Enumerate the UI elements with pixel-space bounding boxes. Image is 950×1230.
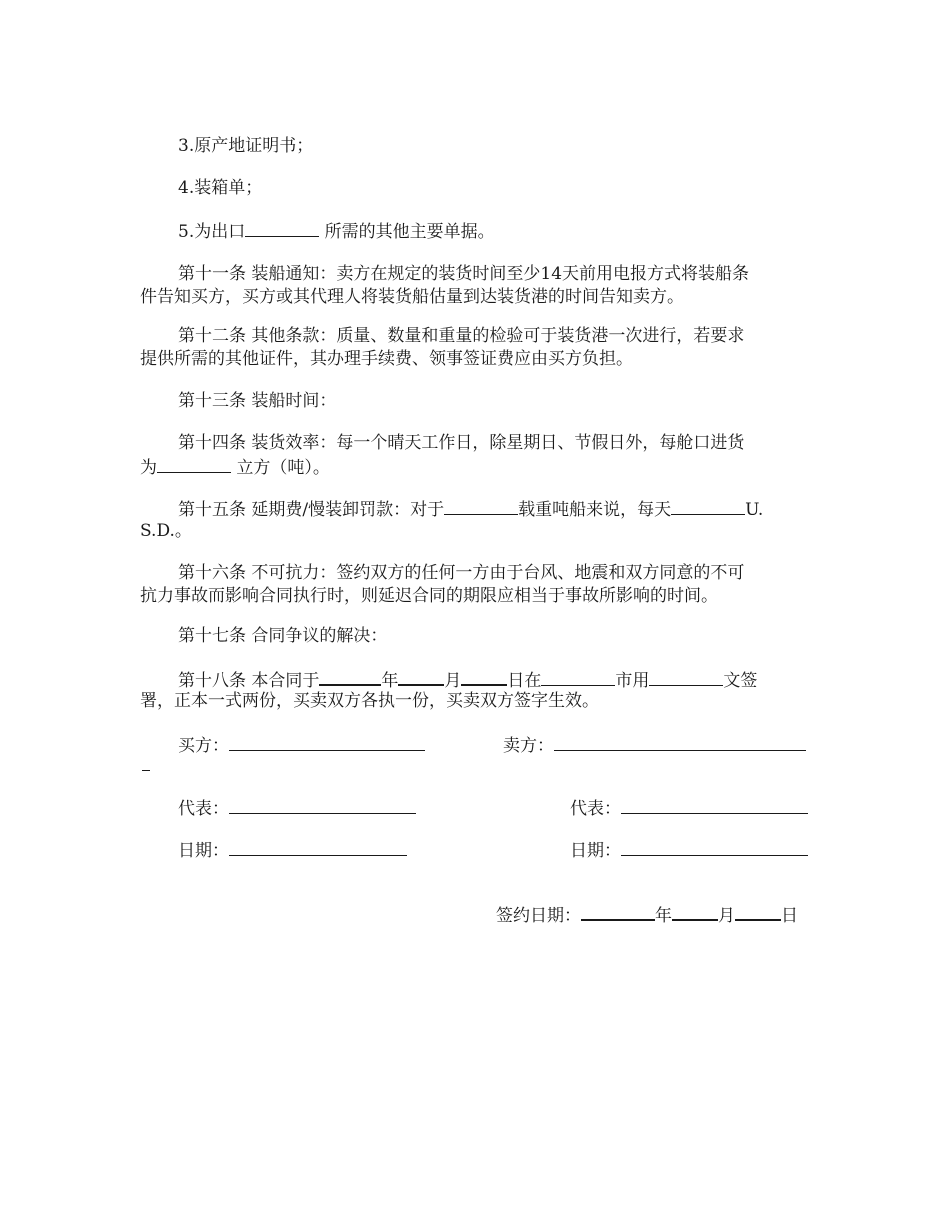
signing-date-line <box>496 902 798 927</box>
article-14-suffix: 立方（吨）。 <box>231 458 330 478</box>
signing-day: 日 <box>781 906 798 926</box>
article-12-line-1: 第十二条 其他条款：质量、数量和重量的检验可于装货港一次进行，若要求 <box>178 326 745 346</box>
article-15-part-a: 第十五条 延期费/慢装卸罚款：对于 <box>178 500 445 520</box>
buyer-date-label: 日期： <box>178 841 229 861</box>
article-11-line-2: 件告知买方，买方或其代理人将装货船估量到达装货港的时间告知卖方。 <box>140 287 684 307</box>
article-18-day-at: 日在 <box>507 671 542 691</box>
article-14-line-2 <box>140 455 330 479</box>
blank-field <box>735 902 781 921</box>
buyer-date-field <box>229 838 407 856</box>
blank-field <box>398 667 444 686</box>
article-11-line-1: 第十一条 装船通知：卖方在规定的装货时间至少14天前用电报方式将装船条 <box>178 264 750 284</box>
item-5-suffix: 所需的其他主要单据。 <box>319 222 495 242</box>
signing-date-label: 签约日期： <box>496 906 581 926</box>
signing-year: 年 <box>655 906 672 926</box>
blank-field <box>157 455 231 473</box>
article-13: 第十三条 装船时间： <box>178 391 337 411</box>
item-5 <box>178 219 495 243</box>
buyer-rep-label: 代表： <box>178 799 229 819</box>
article-18-line-1 <box>178 667 757 692</box>
seller-date-label: 日期： <box>570 841 621 861</box>
blank-field <box>461 667 507 686</box>
article-15-line-1 <box>178 497 763 521</box>
blank-field <box>541 668 615 686</box>
seller-rep-field <box>621 796 808 814</box>
article-14-line-1: 第十四条 装货效率：每一个晴天工作日，除星期日、节假日外，每舱口进货 <box>178 433 745 453</box>
article-15-part-c: U. <box>745 500 764 520</box>
seller-date-field <box>621 838 808 856</box>
article-18-year: 年 <box>381 671 399 691</box>
buyer-label: 买方： <box>178 736 229 756</box>
article-17: 第十七条 合同争议的解决： <box>178 626 388 646</box>
blank-field <box>581 902 655 921</box>
seller-signature-field <box>554 733 806 751</box>
article-12-line-2: 提供所需的其他证件，其办理手续费、领事签证费应由买方负担。 <box>140 349 633 369</box>
seller-date-line <box>570 838 808 862</box>
buyer-date-line <box>178 838 407 862</box>
blank-field <box>671 497 745 515</box>
signing-month: 月 <box>718 906 735 926</box>
article-18-month: 月 <box>444 671 462 691</box>
article-18-text-sign: 文签 <box>723 671 758 691</box>
article-16-line-1: 第十六条 不可抗力：签约双方的任何一方由于台风、地震和双方同意的不可 <box>178 563 745 583</box>
article-18-line-2: 署，正本一式两份，买卖双方各执一份，买卖双方签字生效。 <box>140 691 599 711</box>
seller-rep-line <box>570 796 808 820</box>
article-18-city-use: 市用 <box>615 671 650 691</box>
article-15-part-b: 载重吨船来说，每天 <box>518 500 672 520</box>
blank-field <box>319 667 381 686</box>
article-15-line-2: S.D.。 <box>140 521 192 541</box>
buyer-rep-line <box>178 796 416 820</box>
article-16-line-2: 抗力事故而影响合同执行时，则延迟合同的期限应相当于事故所影响的时间。 <box>140 586 718 606</box>
buyer-rep-field <box>229 796 416 814</box>
blank-field <box>649 668 723 686</box>
buyer-signature-line <box>178 733 425 757</box>
wrapped-underline-fragment <box>142 770 150 771</box>
item-5-prefix: 5.为出口 <box>178 222 246 242</box>
blank-field <box>672 902 718 921</box>
seller-rep-label: 代表： <box>570 799 621 819</box>
item-4: 4.装箱单； <box>178 178 263 198</box>
seller-label: 卖方： <box>503 736 554 756</box>
item-3: 3.原产地证明书； <box>178 136 314 156</box>
blank-field <box>245 219 319 237</box>
buyer-signature-field <box>229 733 425 751</box>
seller-signature-line <box>503 733 806 757</box>
blank-field <box>444 497 518 515</box>
article-18-part-a: 第十八条 本合同于 <box>178 671 320 691</box>
article-14-prefix: 为 <box>140 458 157 478</box>
